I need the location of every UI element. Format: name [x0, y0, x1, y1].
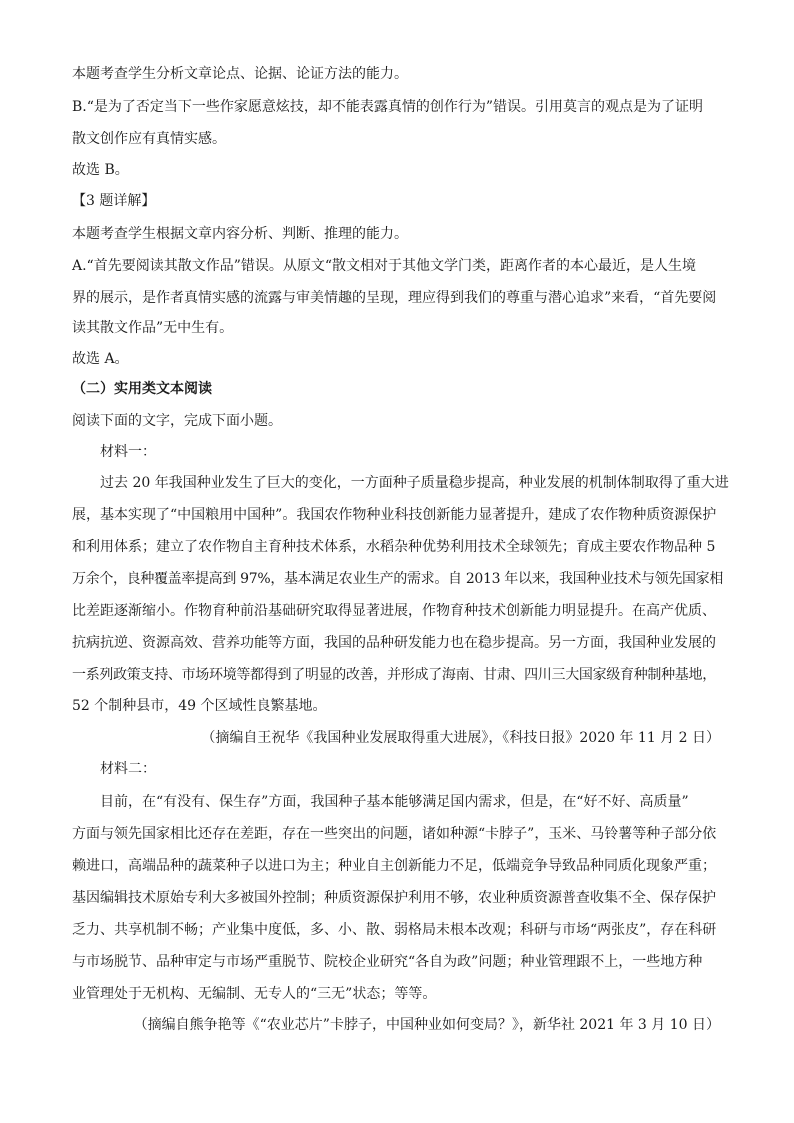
- text-line: 读其散文作品”无中生有。: [72, 320, 234, 336]
- text-line: 抗病抗逆、资源高效、营养功能等方面，我国的品种研发能力也在稳步提高。另一方面，我国种业发展的: [72, 635, 716, 651]
- text-line: 散文创作应有真情实感。: [72, 131, 226, 147]
- text-line: 本题考查学生根据文章内容分析、判断、推理的能力。: [72, 226, 408, 242]
- text-line: A.“首先要阅读其散文作品”错误。从原文“散文相对于其他文学门类，距离作者的本心最近，是人生境: [72, 258, 697, 274]
- source-citation: （摘编自王祝华《我国种业发展取得重大进展》，《科技日报》2020 年 11 月 2 日）: [201, 730, 720, 746]
- text-line: 本题考查学生分析文章论点、论据、论证方法的能力。: [72, 66, 408, 82]
- text-line: 阅读下面的文字，完成下面小题。: [72, 413, 282, 429]
- text-line: 基因编辑技术原始专利大多被国外控制；种质资源保护利用不够，农业种质资源普查收集不全、保存保护: [72, 890, 716, 906]
- text-line: 乏力、共享机制不畅；产业集中度低，多、小、散、弱格局未根本改观；科研与市场“两张皮”，存在科研: [72, 922, 717, 938]
- section-heading: 【3 题详解】: [72, 193, 156, 209]
- text-line: 与市场脱节、品种审定与市场严重脱节、院校企业研究“各自为政”问题；种业管理跟不上，一些地方种: [72, 954, 703, 970]
- text-line: 52 个制种县市，49 个区域性良繁基地。: [72, 698, 327, 714]
- text-line: 业管理处于无机构、无编制、无专人的“三无”状态；等等。: [72, 986, 437, 1002]
- section-heading: （二）实用类文本阅读: [72, 381, 212, 397]
- text-line: 故选 B。: [72, 162, 129, 178]
- material-label: 材料一：: [100, 444, 156, 460]
- text-line: 故选 A。: [72, 351, 129, 367]
- material-label: 材料二：: [100, 761, 156, 777]
- text-line: 方面与领先国家相比还存在差距，存在一些突出的问题，诸如种源“卡脖子”，玉米、马铃薯等种子部分依: [72, 826, 717, 842]
- text-line: 赖进口，高端品种的蔬菜种子以进口为主；种业自主创新能力不足，低端竞争导致品种同质化现象严重；: [72, 858, 716, 874]
- text-line: 过去 20 年我国种业发生了巨大的变化，一方面种子质量稳步提高，种业发展的机制体制取得了重大进: [100, 475, 729, 491]
- text-line: 一系列政策支持、市场环境等都得到了明显的改善，并形成了海南、甘肃、四川三大国家级育种制种基地，: [72, 667, 716, 683]
- text-line: 展，基本实现了“中国粮用中国种”。我国农作物种业科技创新能力显著提升，建成了农作物种质资源保护: [72, 507, 717, 523]
- source-citation: （摘编自熊争艳等《“农业芯片”卡脖子，中国种业如何变局？》，新华社 2021 年 3 月 10 日）: [133, 1017, 720, 1033]
- text-line: 比差距逐渐缩小。作物育种前沿基础研究取得显著进展，作物育种技术创新能力明显提升。在高产优质、: [72, 603, 716, 619]
- text-line: 万余个，良种覆盖率提高到 97%，基本满足农业生产的需求。自 2013 年以来，我国种业技术与领先国家相: [72, 571, 724, 587]
- text-line: 界的展示，是作者真情实感的流露与审美情趣的呈现，理应得到我们的尊重与潜心追求”来看，“首先要阅: [72, 290, 717, 306]
- text-line: 目前，在“有没有、保生存”方面，我国种子基本能够满足国内需求，但是，在“好不好、高质量”: [100, 794, 689, 810]
- text-line: 和利用体系；建立了农作物自主育种技术体系，水稻杂种优势利用技术全球领先；育成主要农作物品种 5: [72, 539, 716, 555]
- text-line: B.“是为了否定当下一些作家愿意炫技，却不能表露真情的创作行为”错误。引用莫言的观点是为了证明: [72, 99, 704, 115]
